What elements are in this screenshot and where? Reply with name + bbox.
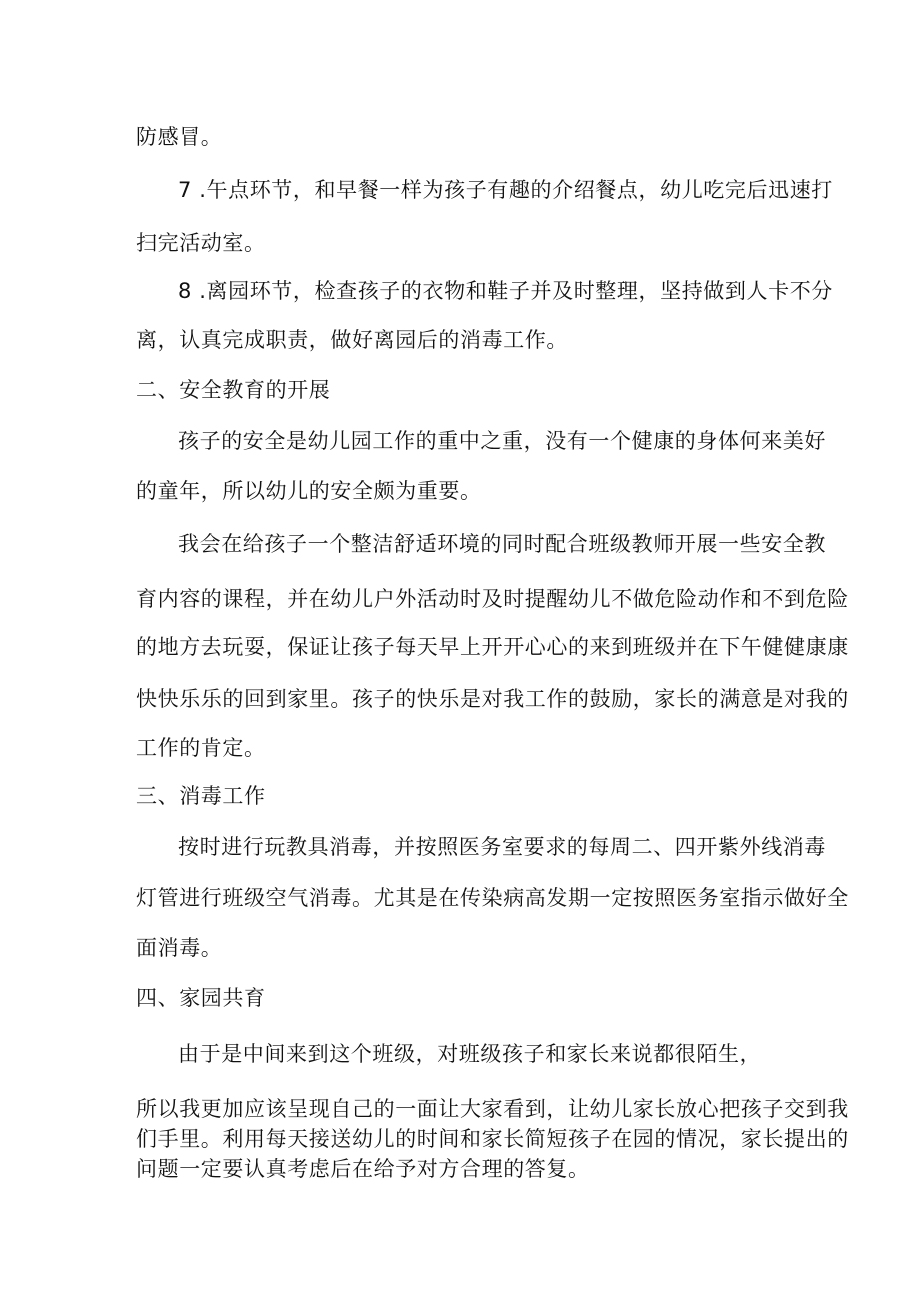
text-line: 防感冒。 (136, 125, 223, 149)
section-heading: 三、消毒工作 (136, 784, 266, 808)
section-heading: 四、家园共育 (136, 986, 266, 1010)
text-line: 我会在给孩子一个整洁舒适环境的同时配合班级教师开展一些安全教 (178, 532, 826, 556)
text-line: 面消毒。 (136, 936, 223, 960)
text-line: 的童年，所以幼儿的安全颇为重要。 (136, 479, 482, 503)
text-line: 由于是中间来到这个班级，对班级孩子和家长来说都很陌生， (178, 1042, 762, 1066)
text-line: 问题一定要认真考虑后在给予对方合理的答复。 (136, 1157, 590, 1181)
text-line: 育内容的课程，并在幼儿户外活动时及时提醒幼儿不做危险动作和不到危险 (136, 587, 849, 611)
text-line: 离，认真完成职责，做好离园后的消毒工作。 (136, 328, 568, 352)
text-line: 扫完活动室。 (136, 231, 266, 255)
text-line: 们手里。利用每天接送幼儿的时间和家长简短孩子在园的情况，家长提出的 (136, 1127, 849, 1151)
text-line: 所以我更加应该呈现自己的一面让大家看到，让幼儿家长放心把孩子交到我 (136, 1097, 849, 1121)
text-line: 的地方去玩耍，保证让孩子每天早上开开心心的来到班级并在下午健健康康 (136, 635, 849, 659)
text-line: 工作的肯定。 (136, 736, 266, 760)
text-line: 8 .离园环节，检查孩子的衣物和鞋子并及时整理，坚持做到人卡不分 (178, 279, 833, 303)
text-line: 灯管进行班级空气消毒。尤其是在传染病高发期一定按照医务室指示做好全 (136, 886, 849, 910)
text-line: 快快乐乐的回到家里。孩子的快乐是对我工作的鼓励，家长的满意是对我的 (136, 687, 849, 711)
text-line: 按时进行玩教具消毒，并按照医务室要求的每周二、四开紫外线消毒 (178, 835, 826, 859)
text-line: 7 .午点环节，和早餐一样为孩子有趣的介绍餐点，幼儿吃完后迅速打 (178, 178, 833, 202)
text-line: 孩子的安全是幼儿园工作的重中之重，没有一个健康的身体何来美好 (178, 429, 826, 453)
section-heading: 二、安全教育的开展 (136, 378, 331, 402)
